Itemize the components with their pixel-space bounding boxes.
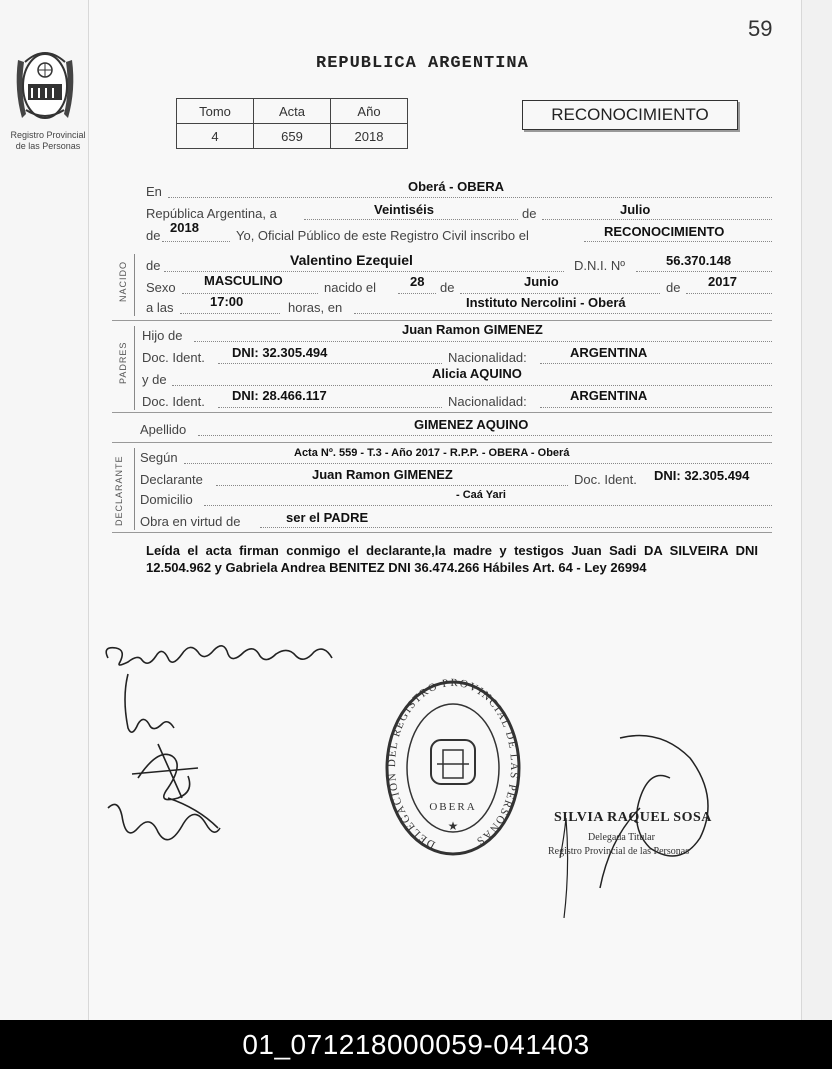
registry-name: Registro Provincial de las Personas [10,130,86,151]
acta-value: 659 [254,124,331,149]
a-las-label: a las [146,300,174,315]
seal-ring-text: DELEGACION DEL REGISTRO PROVINCIAL DE LAS PERSONAS [385,678,521,851]
document-title: REPUBLICA ARGENTINA [316,54,529,73]
father-doc-label: Doc. Ident. [142,350,205,365]
signatory-role: Delegada Titular [588,832,655,843]
reference-table-header-row [177,99,408,124]
page-number: 59 [748,16,773,41]
tomo-header: Tomo [177,99,254,124]
obra-value: ser el PADRE [286,510,369,525]
sexo-value: MASCULINO [204,273,283,288]
republica-label: República Argentina, a [146,206,277,221]
padres-separator [112,412,772,413]
time-value: 17:00 [210,294,244,309]
en-value: Oberá - OBERA [408,179,505,194]
father-nac-label: Nacionalidad: [448,350,527,365]
reference-table [176,98,408,149]
closing-note: Leída el acta firman conmigo el declarante,la madre y testigos Juan Sadi DA SILVEIRA DNI 12.504.962 y Gabriela Andrea BENITEZ DNI 36.474.266 Hábiles Art. 64 - Ley 26994 [146,543,758,575]
declarante-value: Juan Ramon GIMENEZ [312,467,453,482]
nacido-separator [112,320,772,321]
en-label: En [146,184,162,199]
birth-day-value: 28 [410,274,425,289]
birth-month-value: Junio [524,274,559,289]
padres-section-label: PADRES [118,341,128,384]
year-value: 2018 [170,220,199,235]
domicilio-value: - Caá Yari [456,489,506,501]
declarante-section-label: DECLARANTE [114,455,124,526]
y-de-label: y de [142,372,167,387]
birth-year-value: 2017 [708,274,737,289]
nacido-section-label: NACIDO [118,260,128,302]
nacido-de-label: de [146,258,161,273]
birth-de-label: de [440,280,455,295]
reference-table-value-row [177,124,408,149]
tomo-value: 4 [177,124,254,149]
de2-label: de [146,228,161,243]
month-value: Julio [620,202,651,217]
declarante-label: Declarante [140,472,203,487]
provincial-emblem-icon [12,40,78,130]
handwritten-signatures [98,628,358,868]
dni-label: D.N.I. Nº [574,258,625,273]
seal-city: OBERA [429,801,477,813]
apellido-label: Apellido [140,422,187,437]
declarante-section-line [134,448,135,530]
mother-nac-label: Nacionalidad: [448,394,527,409]
birth-de2-label: de [666,280,681,295]
declarante-separator [112,532,772,533]
de-label: de [522,206,537,221]
scan-id-footer: 01_071218000059-041403 [0,1020,832,1069]
anio-value: 2018 [331,124,408,149]
mother-doc-value: DNI: 28.466.117 [232,388,327,403]
padres-section-line [134,326,135,410]
father-doc-value: DNI: 32.305.494 [232,345,328,360]
child-dni-value: 56.370.148 [666,253,732,268]
inscribe-value: RECONOCIMIENTO [604,224,725,239]
mother-name-value: Alicia AQUINO [432,366,522,381]
hijo-de-label: Hijo de [142,328,183,343]
segun-label: Según [140,450,178,465]
signatory-name: SILVIA RAQUEL SOSA [554,810,712,825]
inscribe-label: Yo, Oficial Público de este Registro Civil inscribo el [236,228,529,243]
declarante-doc-value: DNI: 32.305.494 [654,468,750,483]
seal-star-icon: ★ [447,819,459,833]
domicilio-label: Domicilio [140,492,193,507]
anio-header: Año [331,99,408,124]
month-dotted-line [542,205,772,220]
left-margin [0,0,88,1020]
day-value: Veintiséis [374,202,434,217]
declarante-doc-label: Doc. Ident. [574,472,637,487]
mother-doc-label: Doc. Ident. [142,394,205,409]
child-name-value: Valentino Ezequiel [290,252,413,268]
nacido-section-line [134,254,135,316]
place-value: Instituto Nercolini - Oberá [466,295,626,310]
father-nac-value: ARGENTINA [570,345,648,360]
segun-value: Acta Nº. 559 - T.3 - Año 2017 - R.P.P. - OBERA - Oberá [294,447,570,459]
official-seal-stamp [383,678,523,858]
horas-label: horas, en [288,300,343,315]
father-name-value: Juan Ramon GIMENEZ [402,322,543,337]
sexo-label: Sexo [146,280,176,295]
document-type-box: RECONOCIMIENTO [522,100,738,130]
acta-header: Acta [254,99,331,124]
apellido-separator [112,442,772,443]
mother-nac-value: ARGENTINA [570,388,648,403]
birth-month-dotted-line [460,279,660,294]
nacido-el-label: nacido el [324,280,377,295]
apellido-value: GIMENEZ AQUINO [414,417,529,432]
obra-label: Obra en virtud de [140,514,241,529]
signatory-institution: Registro Provincial de las Personas [548,846,690,857]
